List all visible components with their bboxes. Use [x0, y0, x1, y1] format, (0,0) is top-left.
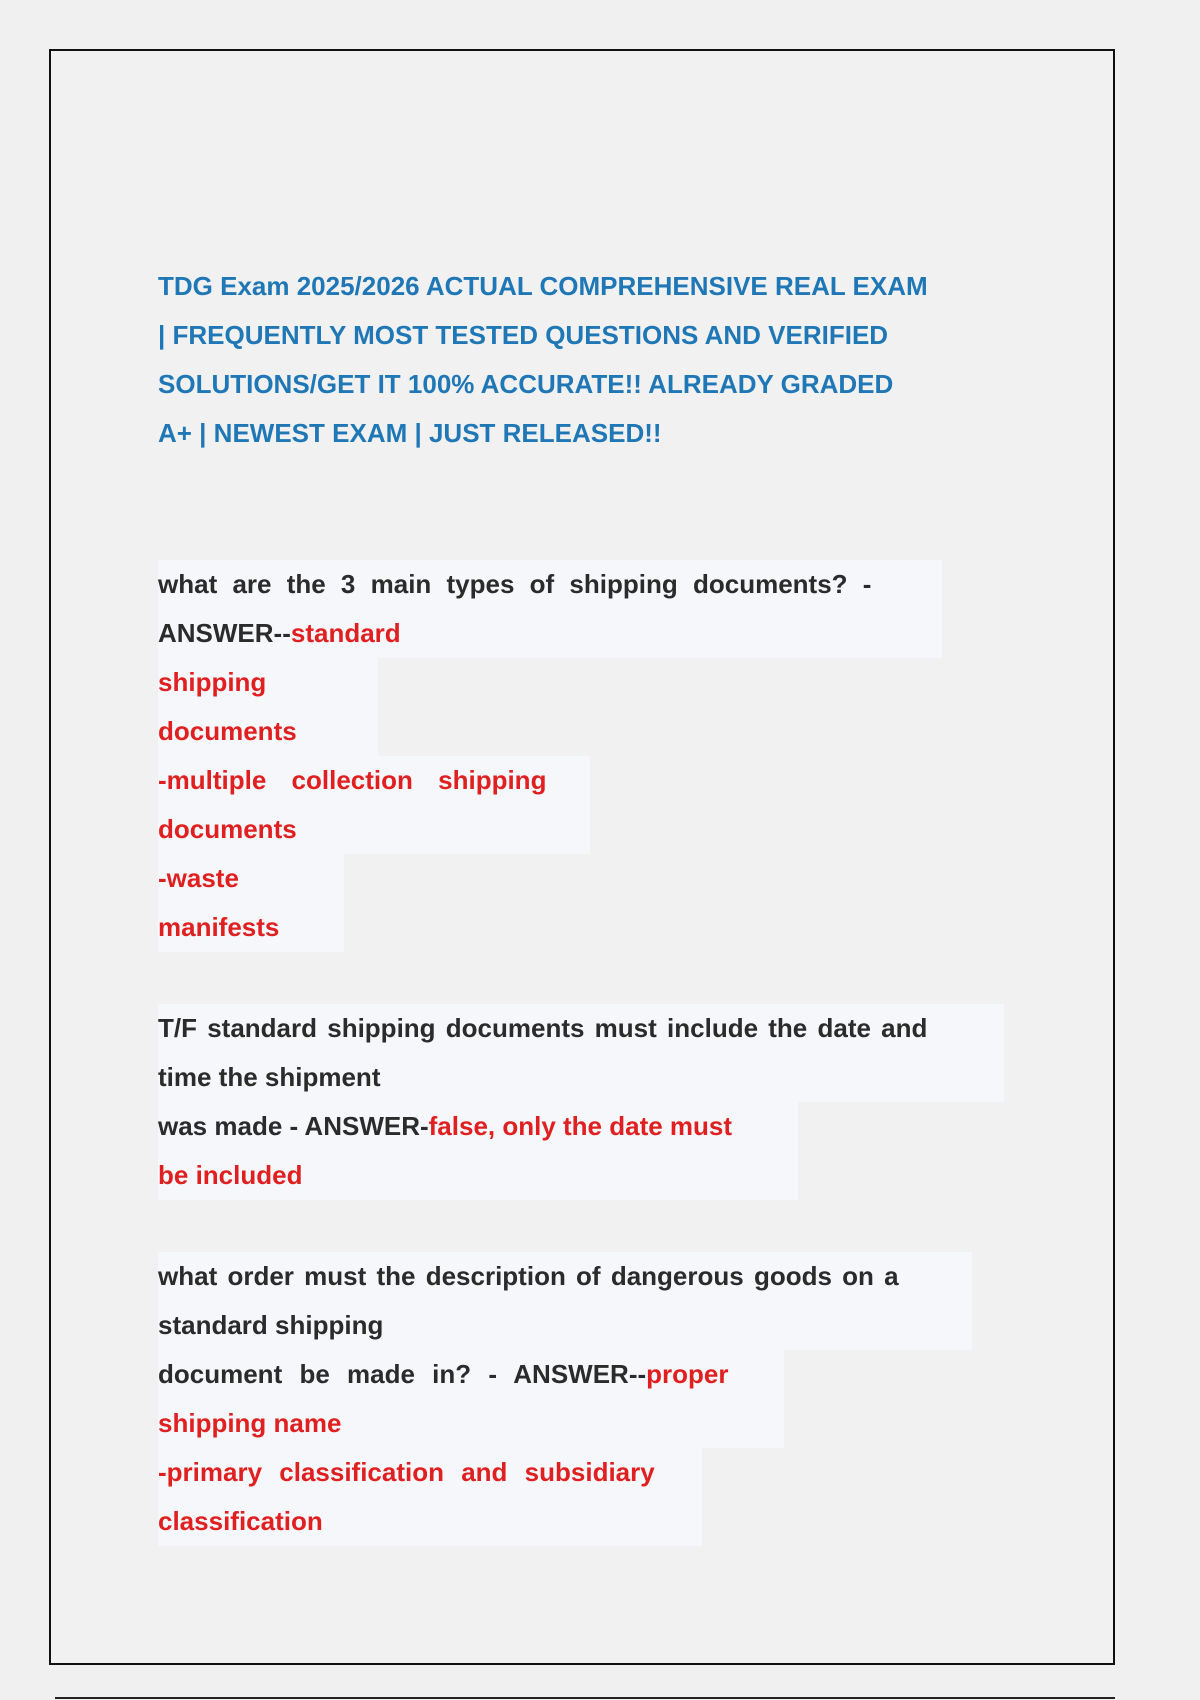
question-text: what are the 3 main types of shipping documents? - [158, 569, 872, 599]
answer-text: -primary classification and subsidiary [158, 1457, 655, 1487]
title-line: TDG Exam 2025/2026 ACTUAL COMPREHENSIVE REAL EXAM [158, 271, 928, 301]
answer-text: false, only the date must [428, 1111, 733, 1141]
question-block [158, 560, 942, 658]
answer-text: shipping [158, 667, 267, 697]
answer-text: shipping name [158, 1408, 342, 1438]
title-line: | FREQUENTLY MOST TESTED QUESTIONS AND VERIFIED [158, 320, 889, 350]
answer-block [158, 854, 344, 952]
question-block [158, 1004, 1004, 1102]
question-text: T/F standard shipping documents must include the date and [158, 1013, 928, 1043]
answer-block [158, 1102, 798, 1200]
answer-text: -waste [158, 863, 239, 893]
question-block [158, 1252, 972, 1350]
title-line: SOLUTIONS/GET IT 100% ACCURATE!! ALREADY GRADED [158, 369, 894, 399]
answer-text: documents [158, 716, 297, 746]
answer-text: manifests [158, 912, 280, 942]
question-text: standard shipping [158, 1310, 384, 1340]
document-title [158, 262, 1018, 458]
answer-block [158, 658, 378, 756]
answer-text: proper [646, 1359, 729, 1389]
question-text: document be made in? - ANSWER-- [158, 1359, 647, 1389]
answer-text: -multiple collection shipping [158, 765, 547, 795]
answer-text: classification [158, 1506, 323, 1536]
answer-text: be included [158, 1160, 303, 1190]
answer-text: documents [158, 814, 297, 844]
qa-item-2 [158, 1004, 1004, 1200]
answer-text: standard [290, 618, 401, 648]
question-text: what order must the description of dangerous goods on a [158, 1261, 899, 1291]
answer-block [158, 1448, 702, 1546]
qa-item-1 [158, 560, 942, 952]
title-line: A+ | NEWEST EXAM | JUST RELEASED!! [158, 418, 662, 448]
question-text: time the shipment [158, 1062, 381, 1092]
question-text: was made - ANSWER- [158, 1111, 429, 1141]
page-divider [55, 1697, 1115, 1699]
qa-item-3 [158, 1252, 972, 1546]
answer-block [158, 1350, 784, 1448]
answer-block [158, 756, 590, 854]
answer-prefix: ANSWER-- [158, 618, 291, 648]
